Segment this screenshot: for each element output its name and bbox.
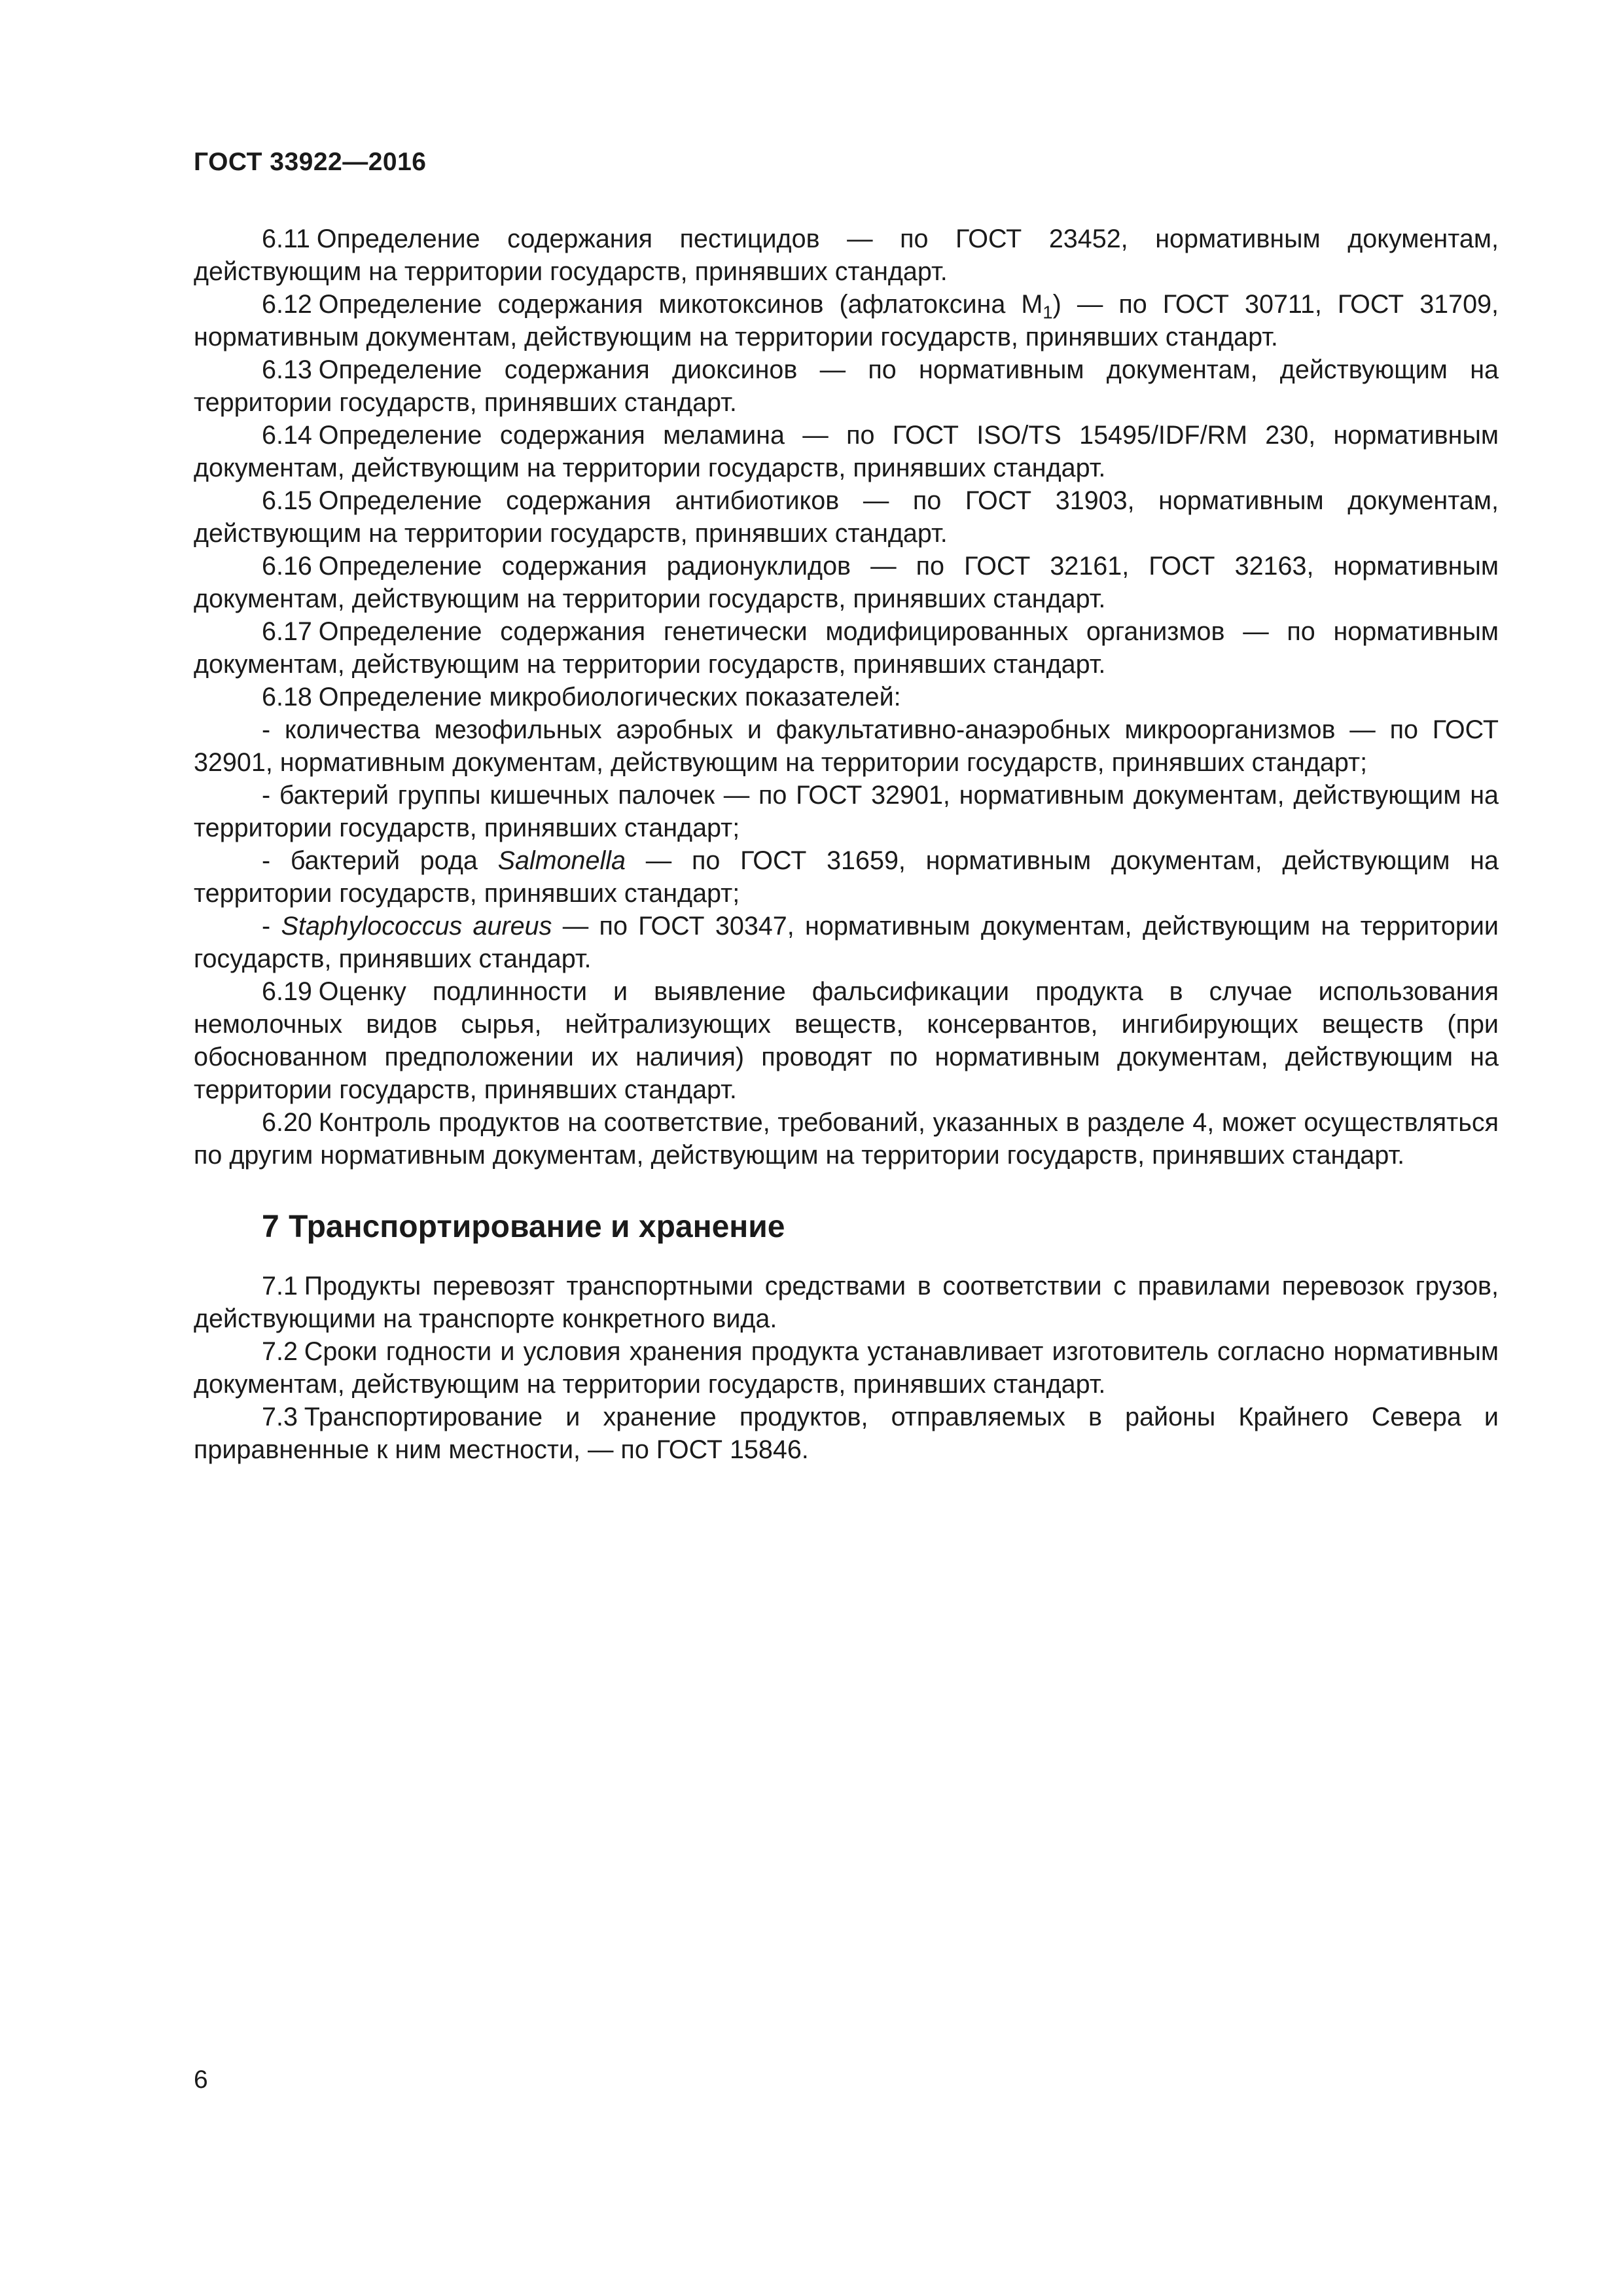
document-code-header: ГОСТ 33922—2016 [194,148,427,176]
paragraph-6-15 [194,484,1499,550]
paragraph-number: 7.3 [262,1403,298,1431]
paragraph-6-12 [194,288,1499,353]
list-dash: - [262,781,271,810]
list-dash: - [262,912,271,941]
paragraph-text: ) — по ГОСТ 30711, ГОСТ 31709, нормативным документам, действующим на территории государств, принявших стандарт. [194,290,1499,351]
paragraph-6-19 [194,975,1499,1106]
list-item-text: количества мезофильных аэробных и факультативно-анаэробных микроорганизмов — по ГОСТ 32901, нормативным документам, действующим на территории государств, принявших стандарт; [194,715,1499,777]
list-item-text: — по ГОСТ 30347, нормативным документам, действующим на территории государств, принявших стандарт. [194,912,1499,973]
document-body [194,223,1499,1466]
paragraph-6-11 [194,223,1499,288]
paragraph-number: 6.18 [262,683,312,711]
list-dash: - [262,846,271,875]
paragraph-text: Определение содержания генетически модифицированных организмов — по нормативным документам, действующим на территории государств, принявших стандарт. [194,617,1499,679]
section-7-heading [262,1208,1499,1246]
paragraph-text: Определение содержания радионуклидов — по ГОСТ 32161, ГОСТ 32163, нормативным документам, действующим на территории государств, принявших стандарт. [194,552,1499,613]
list-item [194,844,1499,910]
paragraph-number: 7.2 [262,1337,298,1366]
paragraph-text: Транспортирование и хранение продуктов, отправляемых в районы Крайнего Севера и приравненные к ним местности, — по ГОСТ 15846. [194,1403,1499,1464]
paragraph-6-20 [194,1106,1499,1172]
page-number: 6 [194,2066,208,2094]
paragraph-number: 6.14 [262,421,312,450]
section-number: 7 [262,1210,279,1244]
paragraph-number: 6.15 [262,486,312,515]
paragraph-7-2 [194,1335,1499,1401]
paragraph-number: 6.16 [262,552,312,581]
italic-term: Salmonella [497,846,626,875]
paragraph-text: Оценку подлинности и выявление фальсификации продукта в случае использования немолочных видов сырья, нейтрализующих веществ, консервантов, ингибирующих веществ (при обоснованном предположении их наличия) проводят по нормативным документам, действующим на территории государств, принявших стандарт. [194,977,1499,1104]
list-item-text: бактерий группы кишечных палочек — по ГОСТ 32901, нормативным документам, действующим на территории государств, принявших стандарт; [194,781,1499,842]
paragraph-text: Контроль продуктов на соответствие, требований, указанных в разделе 4, может осуществляться по другим нормативным документам, действующим на территории государств, принявших стандарт. [194,1108,1499,1170]
paragraph-text: Продукты перевозят транспортными средствами в соответствии с правилами перевозок грузов, действующими на транспорте конкретного вида. [194,1272,1499,1333]
paragraph-7-1 [194,1270,1499,1335]
paragraph-text: Сроки годности и условия хранения продукта устанавливает изготовитель согласно нормативным документам, действующим на территории государств, принявших стандарт. [194,1337,1499,1399]
paragraph-text: Определение содержания микотоксинов (афлатоксина М [318,290,1043,319]
paragraph-number: 6.20 [262,1108,312,1137]
italic-term: Staphylococcus aureus [281,912,552,941]
list-item [194,779,1499,844]
paragraph-number: 6.19 [262,977,312,1006]
section-title-text: Транспортирование и хранение [289,1210,785,1244]
list-item [194,910,1499,975]
paragraph-number: 7.1 [262,1272,298,1300]
paragraph-6-17 [194,615,1499,681]
paragraph-text: Определение содержания диоксинов — по нормативным документам, действующим на территории государств, принявших стандарт. [194,355,1499,417]
list-item-text: бактерий рода [290,846,498,875]
subscript: 1 [1043,302,1053,323]
paragraph-number: 6.17 [262,617,312,646]
list-dash: - [262,715,271,744]
paragraph-text: Определение содержания антибиотиков — по ГОСТ 31903, нормативным документам, действующим на территории государств, принявших стандарт. [194,486,1499,548]
paragraph-text: Определение содержания меламина — по ГОСТ ISO/TS 15495/IDF/RM 230, нормативным документам, действующим на территории государств, принявших стандарт. [194,421,1499,482]
paragraph-number: 6.11 [262,224,310,253]
paragraph-number: 6.12 [262,290,312,319]
paragraph-6-16 [194,550,1499,615]
list-item [194,713,1499,779]
paragraph-6-13 [194,353,1499,419]
paragraph-6-14 [194,419,1499,484]
list-item-text: — по ГОСТ 31659, нормативным документам, действующим на территории государств, принявших стандарт; [194,846,1499,908]
paragraph-text: Определение содержания пестицидов — по ГОСТ 23452, нормативным документам, действующим на территории государств, принявших стандарт. [194,224,1499,286]
paragraph-number: 6.13 [262,355,312,384]
paragraph-7-3 [194,1401,1499,1466]
paragraph-6-18 [194,681,1499,713]
paragraph-text: Определение микробиологических показателей: [318,683,901,711]
